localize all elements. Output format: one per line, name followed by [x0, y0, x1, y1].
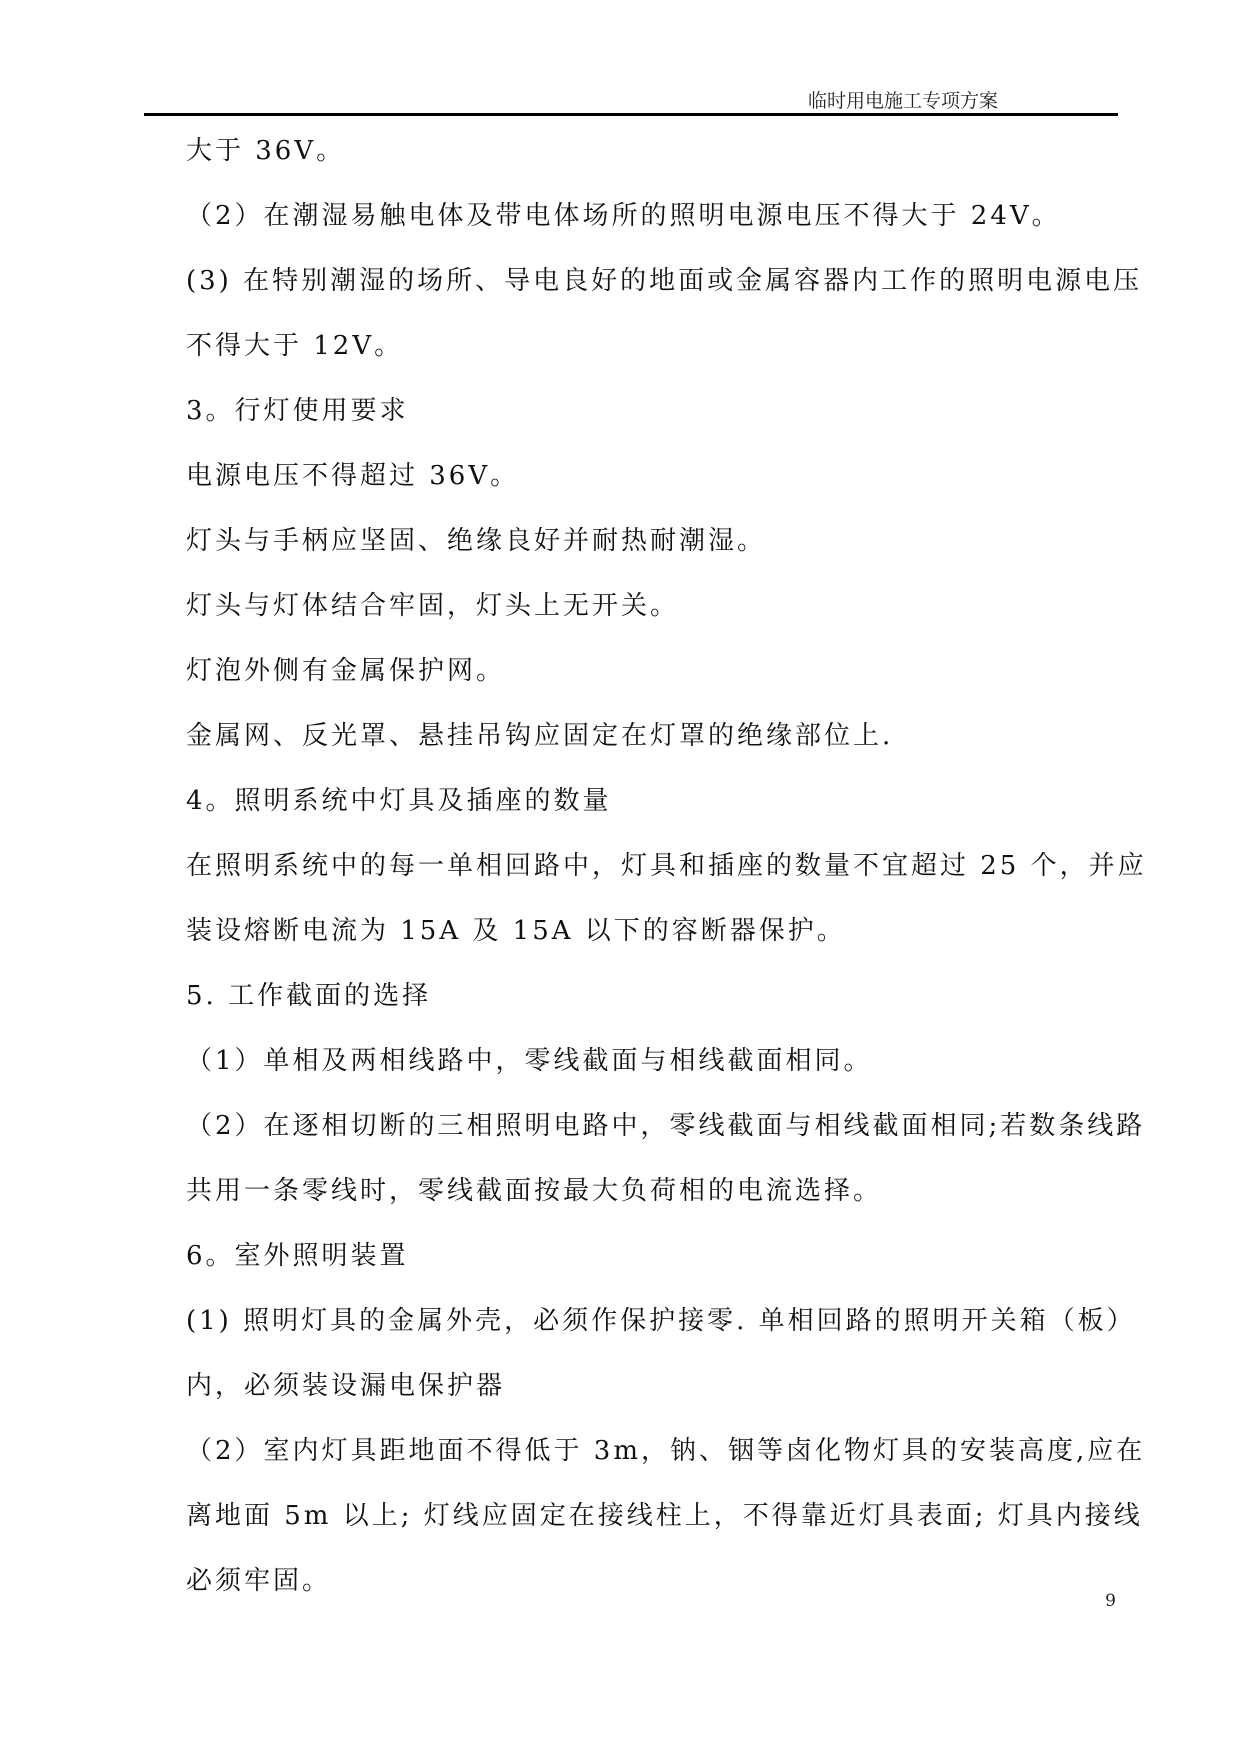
text-line: 不得大于 12V。 — [186, 331, 404, 361]
header-divider — [144, 113, 1118, 116]
section-heading: 4。照明系统中灯具及插座的数量 — [186, 786, 612, 816]
section-heading: 3。行灯使用要求 — [186, 396, 409, 426]
section-heading: 5. 工作截面的选择 — [186, 981, 432, 1011]
text-line: 灯头与灯体结合牢固，灯头上无开关。 — [186, 591, 680, 621]
text-line: （2）室内灯具距地面不得低于 3m，钠、铟等卤化物灯具的安装高度,应在 — [186, 1436, 1146, 1466]
text-line: 共用一条零线时，零线截面按最大负荷相的电流选择。 — [186, 1176, 883, 1206]
text-line: 在照明系统中的每一单相回路中，灯具和插座的数量不宜超过 25 个，并应 — [186, 851, 1147, 881]
document-body — [186, 128, 1147, 1623]
text-line: 内，必须装设漏电保护器 — [186, 1371, 506, 1401]
section-heading: 6。室外照明装置 — [186, 1241, 409, 1271]
text-line: 装设熔断电流为 15A 及 15A 以下的容断器保护。 — [186, 916, 846, 946]
text-line: （2）在潮湿易触电体及带电体场所的照明电源电压不得大于 24V。 — [186, 201, 1061, 231]
text-line: 大于 36V。 — [186, 136, 346, 166]
text-line: 电源电压不得超过 36V。 — [186, 461, 520, 491]
text-line: (3) 在特别潮湿的场所、导电良好的地面或金属容器内工作的照明电源电压 — [186, 266, 1143, 296]
text-line: （2）在逐相切断的三相照明电路中，零线截面与相线截面相同;若数条线路 — [186, 1111, 1146, 1141]
page-number: 9 — [1105, 1591, 1116, 1611]
text-line: 必须牢固。 — [186, 1566, 332, 1596]
text-line: 灯头与手柄应坚固、绝缘良好并耐热耐潮湿。 — [186, 526, 767, 556]
text-line: 金属网、反光罩、悬挂吊钩应固定在灯罩的绝缘部位上. — [186, 721, 894, 751]
header-title: 临时用电施工专项方案 — [807, 90, 998, 112]
text-line: （1）单相及两相线路中，零线截面与相线截面相同。 — [186, 1046, 873, 1076]
text-line: 灯泡外侧有金属保护网。 — [186, 656, 506, 686]
text-line: (1) 照明灯具的金属外壳，必须作保护接零. 单相回路的照明开关箱（板） — [186, 1306, 1136, 1336]
text-line: 离地面 5m 以上; 灯线应固定在接线柱上，不得靠近灯具表面; 灯具内接线 — [186, 1501, 1143, 1531]
